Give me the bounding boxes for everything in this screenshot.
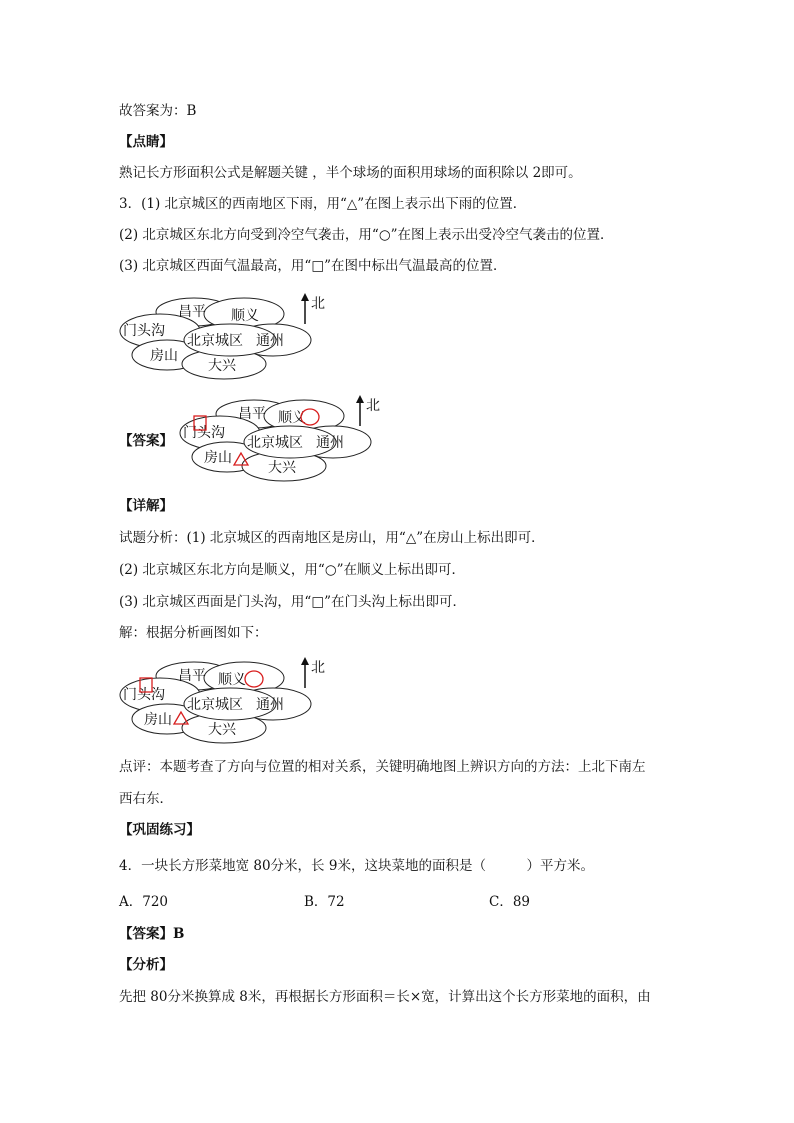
svg-text:大兴: 大兴	[208, 722, 236, 738]
north-label: 北	[311, 296, 325, 312]
svg-text:通州: 通州	[256, 697, 284, 713]
section-heading-analysis: 【分析】	[119, 957, 173, 973]
answer-text: 故答案为：B	[119, 103, 197, 119]
explanation-part-2: (2) 北京城区东北方向是顺义，用“○”在顺义上标出即可．	[119, 562, 465, 578]
svg-text:门头沟: 门头沟	[183, 425, 225, 441]
section-heading-explanation: 【详解】	[119, 498, 173, 514]
question-3-part-2: (2) 北京城区东北方向受到冷空气袭击，用“○”在图上表示出受冷空气袭击的位置．	[119, 227, 614, 243]
north-arrow	[301, 657, 325, 688]
explanation-part-3: (3) 北京城区西面是门头沟，用“□”在门头沟上标出即可．	[119, 594, 466, 610]
svg-text:顺义: 顺义	[278, 410, 306, 426]
svg-text:北: 北	[366, 398, 380, 414]
question-3-part-3: (3) 北京城区西面气温最高，用“□”在图中标出气温最高的位置．	[119, 258, 507, 274]
label-daxing: 大兴	[208, 358, 236, 374]
question-3-part-1: 3．(1) 北京城区的西南地区下雨，用“△”在图上表示出下雨的位置．	[119, 196, 527, 212]
option-c: C．89	[489, 894, 531, 910]
option-a: A．720	[119, 894, 169, 910]
section-heading-tips: 【点睛】	[119, 134, 173, 150]
svg-text:昌平: 昌平	[178, 668, 206, 684]
label-fangshan: 房山	[150, 348, 178, 364]
label-mentougou: 门头沟	[123, 323, 165, 339]
analysis-text: 先把 80分米换算成 8米，再根据长方形面积＝长×宽，计算出这个长方形菜地的面积，由	[119, 989, 651, 1005]
district-map-solution	[118, 652, 338, 752]
section-heading-practice: 【巩固练习】	[119, 822, 200, 838]
label-beijing: 北京城区	[187, 333, 243, 349]
svg-text:大兴: 大兴	[268, 460, 296, 476]
option-b: B．72	[304, 894, 345, 910]
comment-line-2: 西右东．	[119, 791, 173, 807]
label-tongzhou: 通州	[256, 333, 284, 349]
label-shunyi: 顺义	[231, 308, 259, 324]
district-map-answer	[178, 390, 398, 490]
svg-text:顺义: 顺义	[218, 672, 246, 688]
svg-text:北京城区: 北京城区	[247, 435, 303, 451]
explanation-part-1: 试题分析：(1) 北京城区的西南地区是房山，用“△”在房山上标出即可．	[119, 530, 545, 546]
answer-label: 【答案】	[119, 433, 173, 449]
svg-text:房山: 房山	[204, 450, 232, 466]
svg-text:北: 北	[311, 660, 325, 676]
comment-line-1: 点评：本题考查了方向与位置的相对关系，关键明确地图上辨识方向的方法：上北下南左	[119, 759, 646, 775]
svg-text:昌平: 昌平	[238, 406, 266, 422]
tips-text: 熟记长方形面积公式是解题关键 ，半个球场的面积用球场的面积除以 2即可。	[119, 165, 582, 181]
north-arrow	[356, 395, 380, 426]
question-4: 4．一块长方形菜地宽 80分米，长 9米，这块菜地的面积是（ ）平方米。	[119, 858, 594, 874]
svg-text:北京城区: 北京城区	[187, 697, 243, 713]
north-arrow	[301, 293, 325, 324]
svg-text:通州: 通州	[316, 435, 344, 451]
svg-text:房山: 房山	[144, 712, 172, 728]
svg-text:门头沟: 门头沟	[123, 687, 165, 703]
question-4-answer: 【答案】B	[119, 926, 185, 942]
solution-intro: 解：根据分析画图如下：	[119, 625, 268, 641]
district-map-blank	[118, 288, 338, 388]
label-changping: 昌平	[178, 304, 206, 320]
